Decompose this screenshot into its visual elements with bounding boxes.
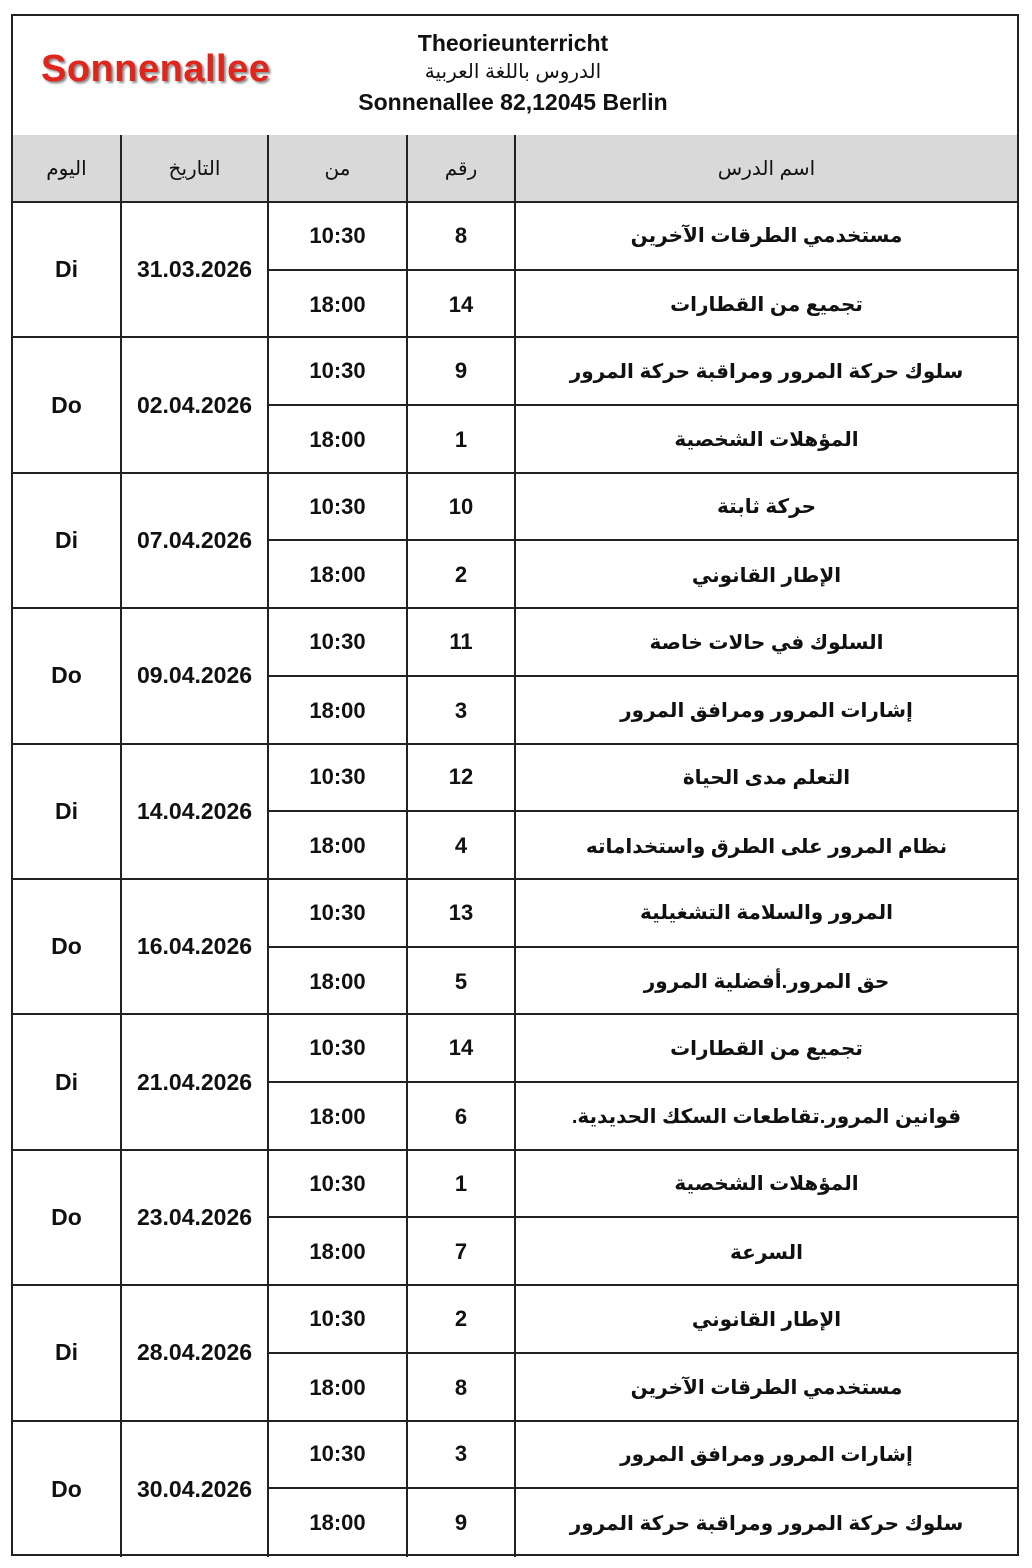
lesson-number-cell: 1: [408, 1151, 516, 1217]
time-cell: 10:30: [269, 1015, 408, 1081]
document-title: Theorieunterricht: [417, 30, 609, 56]
date-cell: 14.04.2026: [122, 745, 269, 878]
lesson-name-cell: مستخدمي الطرقات الآخرين: [630, 225, 903, 248]
lesson-number-cell: 14: [408, 1015, 516, 1081]
lesson-number-cell: 12: [408, 745, 516, 811]
time-cell: 18:00: [269, 406, 408, 474]
lesson-number-cell: 1: [408, 406, 516, 474]
lesson-name-cell: إشارات المرور ومرافق المرور: [620, 700, 913, 723]
lesson-name-cell: سلوك حركة المرور ومراقبة حركة المرور: [569, 1512, 964, 1535]
lesson-name-cell: المؤهلات الشخصية: [674, 429, 859, 452]
lesson-name-cell: تجميع من القطارات: [670, 1037, 863, 1060]
day-cell: Do: [13, 1151, 122, 1284]
lesson-number-cell: 9: [408, 338, 516, 404]
time-cell: 10:30: [269, 745, 408, 811]
lesson-number-cell: 8: [408, 203, 516, 269]
lesson-name-cell: تجميع من القطارات: [670, 294, 863, 317]
lesson-number-cell: 2: [408, 541, 516, 609]
time-cell: 10:30: [269, 474, 408, 540]
lesson-day-group: [13, 203, 1017, 338]
column-header-date: التاريخ: [122, 135, 269, 201]
table-row: [269, 609, 1017, 677]
table-row: [269, 474, 1017, 542]
time-cell: 10:30: [269, 1151, 408, 1217]
date-cell: 31.03.2026: [122, 203, 269, 336]
brand-logo: Sonnenallee: [41, 48, 271, 90]
lesson-name-cell: نظام المرور على الطرق واستخداماته: [585, 835, 948, 858]
day-cell: Di: [13, 745, 122, 878]
day-cell: Do: [13, 1422, 122, 1557]
column-header-number: رقم: [408, 135, 516, 201]
time-cell: 18:00: [269, 812, 408, 880]
date-cell: 28.04.2026: [122, 1286, 269, 1419]
table-row: [269, 948, 1017, 1016]
table-row: [269, 1015, 1017, 1083]
day-cell: Do: [13, 338, 122, 471]
lesson-day-group: [13, 338, 1017, 473]
lesson-name-cell: قوانين المرور.تقاطعات السكك الحديدية.: [571, 1106, 962, 1129]
date-cell: 02.04.2026: [122, 338, 269, 471]
day-cell: Do: [13, 609, 122, 742]
time-cell: 10:30: [269, 1422, 408, 1488]
lesson-day-group: [13, 1286, 1017, 1421]
date-cell: 07.04.2026: [122, 474, 269, 607]
lesson-name-cell: مستخدمي الطرقات الآخرين: [630, 1377, 903, 1400]
time-cell: 18:00: [269, 271, 408, 339]
lesson-name-cell: إشارات المرور ومرافق المرور: [620, 1443, 913, 1466]
schedule-sheet: [11, 14, 1019, 1556]
title-block: [313, 28, 713, 118]
lesson-name-cell: الإطار القانوني: [691, 564, 842, 587]
lesson-name-cell: السرعة: [730, 1241, 803, 1264]
lesson-day-group: [13, 1015, 1017, 1150]
table-row: [269, 541, 1017, 609]
column-header-time: من: [269, 135, 408, 201]
day-cell: Di: [13, 203, 122, 336]
table-row: [269, 1422, 1017, 1490]
table-header-row: [13, 135, 1017, 203]
table-row: [269, 1083, 1017, 1151]
time-cell: 10:30: [269, 203, 408, 269]
lesson-number-cell: 14: [408, 271, 516, 339]
table-row: [269, 1286, 1017, 1354]
table-row: [269, 271, 1017, 339]
lesson-day-group: [13, 745, 1017, 880]
table-row: [269, 677, 1017, 745]
time-cell: 18:00: [269, 541, 408, 609]
date-cell: 16.04.2026: [122, 880, 269, 1013]
lesson-number-cell: 4: [408, 812, 516, 880]
table-row: [269, 745, 1017, 813]
table-row: [269, 1354, 1017, 1422]
table-row: [269, 880, 1017, 948]
lesson-number-cell: 10: [408, 474, 516, 540]
table-row: [269, 1489, 1017, 1557]
table-row: [269, 1218, 1017, 1286]
time-cell: 10:30: [269, 338, 408, 404]
lesson-number-cell: 13: [408, 880, 516, 946]
lesson-name-cell: المؤهلات الشخصية: [674, 1173, 859, 1196]
day-cell: Di: [13, 1286, 122, 1419]
day-cell: Di: [13, 1015, 122, 1148]
date-cell: 09.04.2026: [122, 609, 269, 742]
table-row: [269, 203, 1017, 271]
lesson-name-cell: المرور والسلامة التشغيلية: [640, 902, 893, 925]
lesson-number-cell: 9: [408, 1489, 516, 1557]
school-address: Sonnenallee 82,12045 Berlin: [358, 89, 668, 115]
lesson-name-cell: الإطار القانوني: [691, 1308, 842, 1331]
lesson-day-group: [13, 474, 1017, 609]
date-cell: 23.04.2026: [122, 1151, 269, 1284]
lesson-number-cell: 6: [408, 1083, 516, 1151]
document-header: [13, 16, 1017, 137]
time-cell: 18:00: [269, 1354, 408, 1422]
time-cell: 18:00: [269, 948, 408, 1016]
time-cell: 18:00: [269, 677, 408, 745]
lesson-name-cell: حركة ثابتة: [717, 496, 816, 519]
lesson-day-group: [13, 1422, 1017, 1557]
lesson-number-cell: 8: [408, 1354, 516, 1422]
lesson-day-group: [13, 609, 1017, 744]
lesson-name-cell: حق المرور.أفضلية المرور: [643, 971, 890, 994]
lesson-number-cell: 3: [408, 1422, 516, 1488]
lesson-name-cell: التعلم مدى الحياة: [682, 766, 851, 789]
time-cell: 18:00: [269, 1489, 408, 1557]
lesson-name-cell: السلوك في حالات خاصة: [649, 631, 884, 654]
column-header-lesson: اسم الدرس: [717, 157, 816, 180]
lesson-number-cell: 3: [408, 677, 516, 745]
day-cell: Di: [13, 474, 122, 607]
table-row: [269, 406, 1017, 474]
time-cell: 18:00: [269, 1083, 408, 1151]
document-subtitle: الدروس باللغة العربية: [424, 61, 602, 83]
lesson-number-cell: 11: [408, 609, 516, 675]
time-cell: 10:30: [269, 880, 408, 946]
lesson-day-group: [13, 880, 1017, 1015]
date-cell: 30.04.2026: [122, 1422, 269, 1557]
time-cell: 18:00: [269, 1218, 408, 1286]
lesson-number-cell: 7: [408, 1218, 516, 1286]
lesson-name-cell: سلوك حركة المرور ومراقبة حركة المرور: [569, 360, 964, 383]
table-row: [269, 1151, 1017, 1219]
table-row: [269, 812, 1017, 880]
lesson-number-cell: 5: [408, 948, 516, 1016]
time-cell: 10:30: [269, 1286, 408, 1352]
time-cell: 10:30: [269, 609, 408, 675]
lesson-day-group: [13, 1151, 1017, 1286]
day-cell: Do: [13, 880, 122, 1013]
date-cell: 21.04.2026: [122, 1015, 269, 1148]
table-row: [269, 338, 1017, 406]
column-header-day: اليوم: [13, 135, 122, 201]
lesson-number-cell: 2: [408, 1286, 516, 1352]
